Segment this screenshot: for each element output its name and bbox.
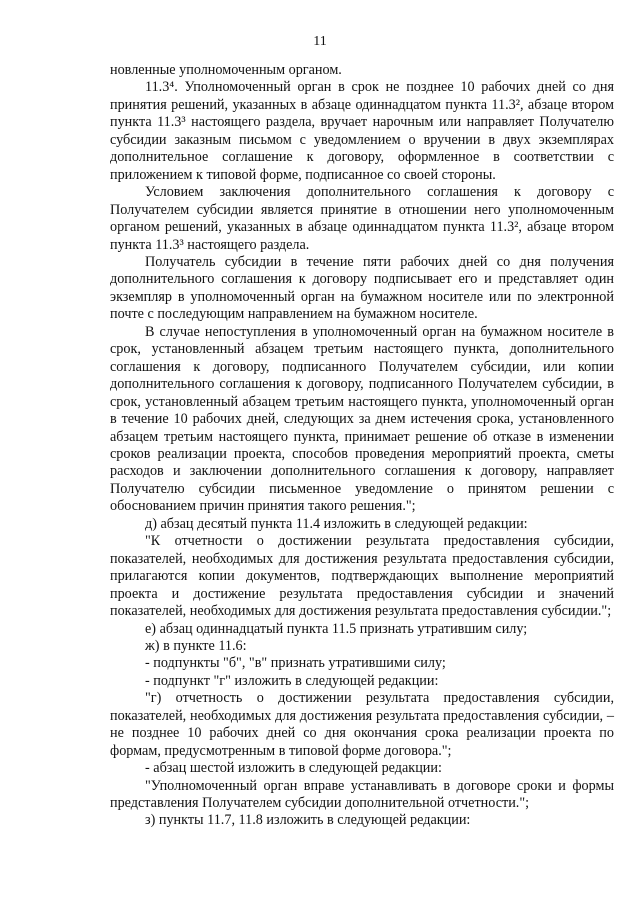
- paragraph: Условием заключения дополнительного соглашения к договору с Получателем субсидии является принятие в отношении него уполномоченным органом решений, указанных в абзаце одиннадцатом пункта 11.3², абзаце втором пункта 11.3³ настоящего раздела.: [110, 184, 614, 253]
- paragraph: "К отчетности о достижении результата предоставления субсидии, показателей, необходимых для достижения результата предоставления субсидии, прилагаются копии документов, подтверждающих выполнение мероприятий проекта и достижение результата предоставления субсидии и значений показателей, необходимых для достижения результата предоставления субсидии.";: [110, 533, 614, 620]
- paragraph: В случае непоступления в уполномоченный орган на бумажном носителе в срок, установленный абзацем третьим настоящего пункта, дополнительного соглашения к договору, подписанного Получателем субсидии, или копии дополнительного соглашения к договору, подписанного Получателем субсидии, в срок, установленный абзацем третьим настоящего пункта, уполномоченный орган в течение 10 рабочих дней, следующих за днем истечения срока, установленного абзацем третьим настоящего пункта, принимает решение об отказе в изменении сроков реализации проекта, способов проведения мероприятий проекта, сметы расходов и заключении дополнительного соглашения к договору, направляет Получателю субсидии письменное уведомление о принятом решении с обоснованием причин принятия такого решения.";: [110, 323, 614, 515]
- page-number: 11: [313, 34, 327, 49]
- paragraph: новленные уполномоченным органом.: [110, 62, 342, 78]
- paragraph: - подпункты "б", "в" признать утратившими силу;: [145, 655, 446, 672]
- paragraph: е) абзац одиннадцатый пункта 11.5 признать утратившим силу;: [145, 620, 528, 637]
- paragraph: з) пункты 11.7, 11.8 изложить в следующей редакции:: [145, 812, 471, 829]
- document-body: [110, 62, 614, 830]
- paragraph: д) абзац десятый пункта 11.4 изложить в следующей редакции:: [145, 515, 528, 532]
- paragraph: - подпункт "г" изложить в следующей редакции:: [145, 672, 439, 689]
- paragraph: 11.3⁴. Уполномоченный орган в срок не позднее 10 рабочих дней со дня принятия решений, указанных в абзаце одиннадцатом пункта 11.3², абзаце втором пункта 11.3³ настоящего раздела, вручает нарочным или направляет Получателю субсидии заказным письмом с уведомлением о вручении в двух экземплярах дополнительное соглашение к договору, оформленное в соответствии с приложением к типовой форме, подписанное со своей стороны.: [110, 79, 614, 183]
- paragraph: Получатель субсидии в течение пяти рабочих дней со дня получения дополнительного соглашения к договору подписывает его и представляет один экземпляр в уполномоченный орган на бумажном носителе или по электронной почте с последующим направлением на бумажном носителе.: [110, 253, 614, 323]
- paragraph: "Уполномоченный орган вправе устанавливать в договоре сроки и формы представления Получателем субсидии дополнительной отчетности.";: [110, 777, 614, 812]
- paragraph: ж) в пункте 11.6:: [145, 637, 247, 654]
- paragraph: - абзац шестой изложить в следующей редакции:: [145, 760, 442, 777]
- paragraph: "г) отчетность о достижении результата предоставления субсидии, показателей, необходимых для достижения результата предоставления субсидии, – не позднее 10 рабочих дней со дня окончания срока реализации проекта по формам, предусмотренным в типовой форме договора.";: [110, 690, 614, 759]
